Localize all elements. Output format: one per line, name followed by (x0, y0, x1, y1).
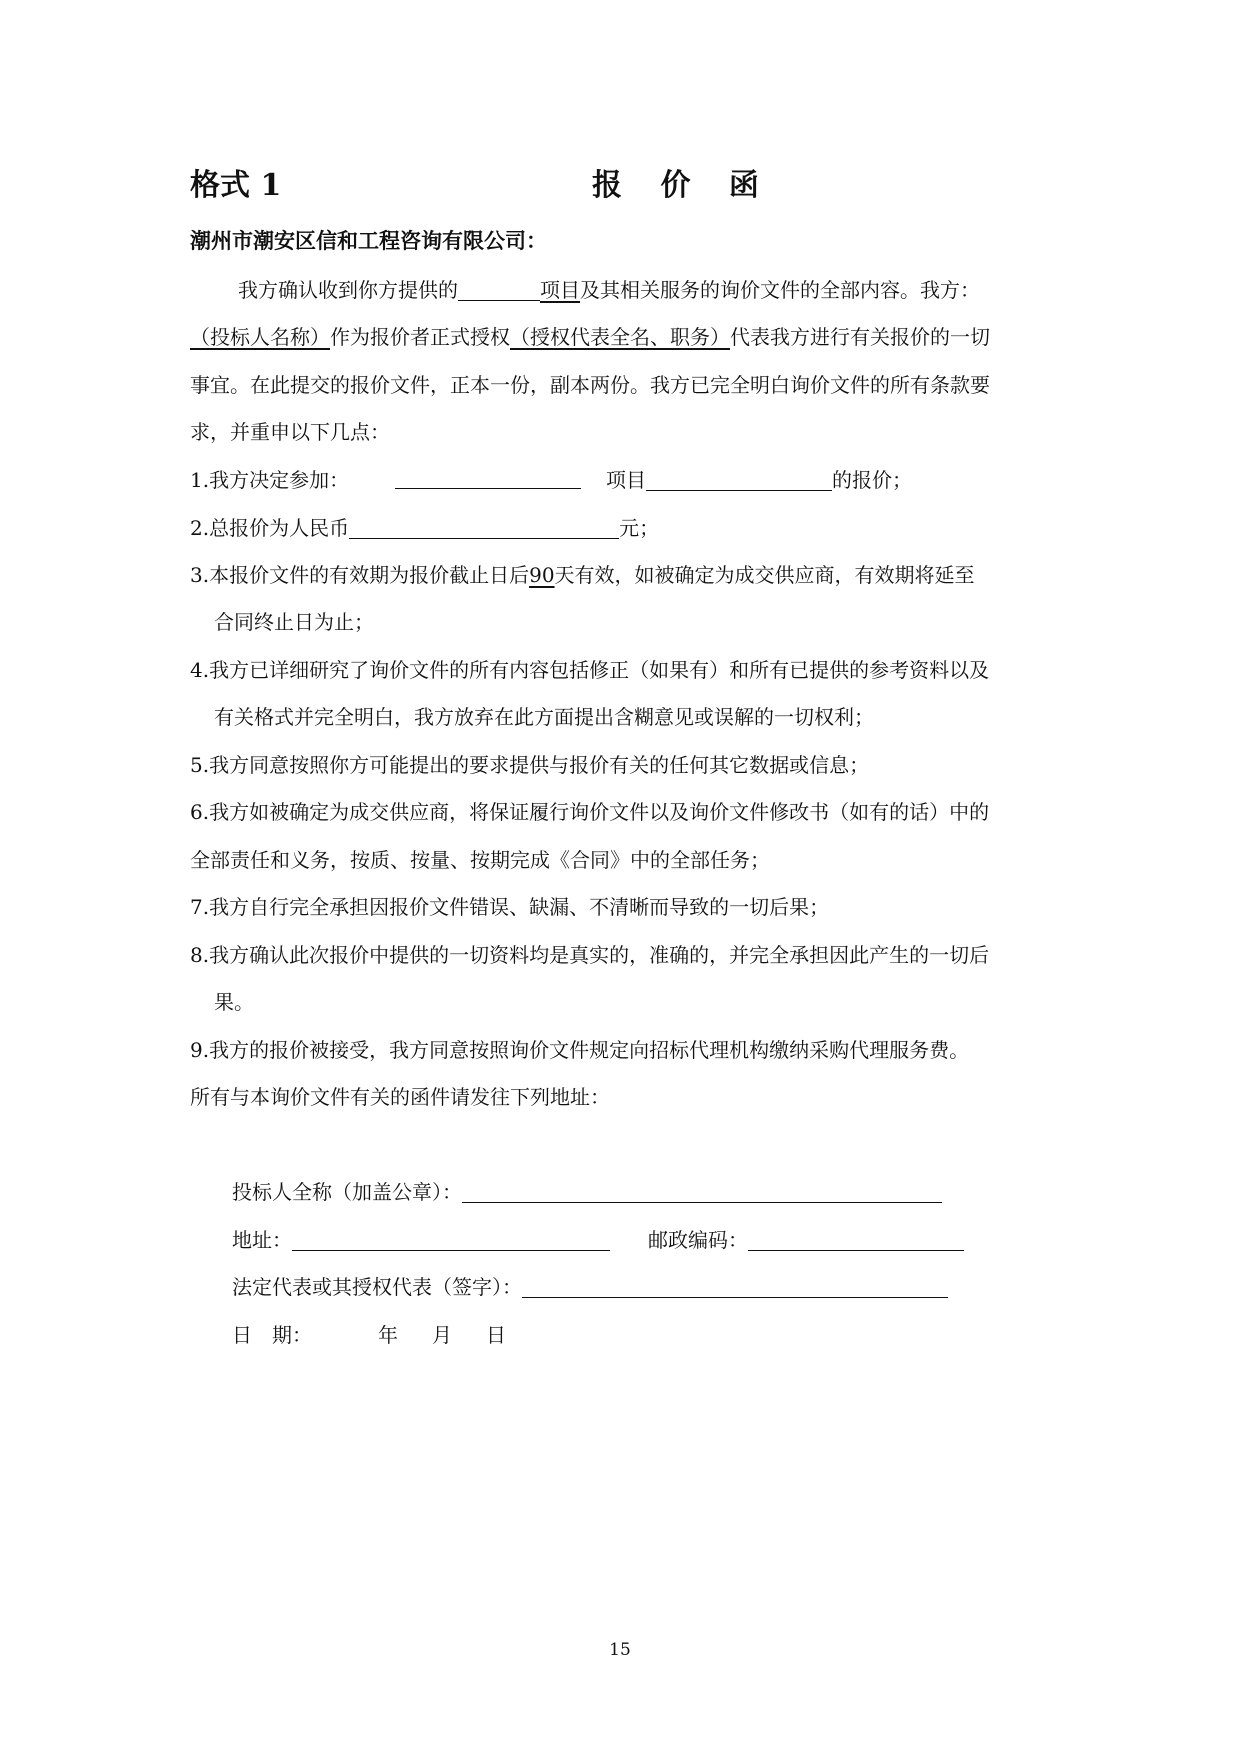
validity-days: 90 (529, 563, 555, 587)
intro-text: 作为报价者正式授权 (330, 325, 510, 349)
item-1-blank-b (646, 490, 832, 491)
representative-signature-blank (522, 1297, 948, 1298)
intro-line-3: 事宜。在此提交的报价文件，正本一份，副本两份。我方已完全明白询价文件的所有条款要 (190, 373, 990, 397)
address-blank (292, 1250, 610, 1251)
intro-line-2 (190, 322, 990, 352)
addressee: 潮州市潮安区信和工程咨询有限公司： (190, 228, 547, 253)
postal-row (648, 1225, 964, 1255)
item-8: 8.我方确认此次报价中提供的一切资料均是真实的，准确的，并完全承担因此产生的一切后 (190, 943, 990, 967)
item-8-cont: 果。 (214, 990, 254, 1014)
item-1 (190, 465, 349, 495)
item-text: 3.本报价文件的有效期为报价截止日后 (190, 563, 530, 587)
item-text: 项目 (606, 468, 646, 492)
bidder-full-name-row (232, 1177, 942, 1207)
representative-placeholder: （授权代表全名、职务） (510, 325, 730, 349)
date-year: 年 (378, 1323, 398, 1347)
item-3-cont: 合同终止日为止； (214, 610, 374, 634)
bidder-full-name-label: 投标人全称（加盖公章）： (232, 1180, 462, 1204)
representative-label: 法定代表或其授权代表（签字）： (232, 1275, 522, 1299)
address-label: 地址： (232, 1228, 292, 1252)
bidder-full-name-blank (462, 1202, 942, 1203)
item-text: 天有效，如被确定为成交供应商，有效期将延至 (554, 563, 975, 587)
total-price-blank (349, 538, 619, 539)
date-day: 日 (486, 1323, 506, 1347)
item-text: 元； (619, 516, 660, 540)
representative-row (232, 1272, 948, 1302)
item-2 (190, 513, 659, 543)
item-text: 2.总报价为人民币 (190, 516, 350, 540)
intro-text: 代表我方进行有关报价的一切 (730, 325, 990, 349)
item-1-blank-a (395, 488, 581, 489)
item-6: 6.我方如被确定为成交供应商，将保证履行询价文件以及询价文件修改书（如有的话）中的 (190, 800, 990, 824)
project-word: 项目 (540, 278, 580, 302)
document-title: 报 价 函 (592, 168, 773, 203)
item-4: 4.我方已详细研究了询价文件的所有内容包括修正（如果有）和所有已提供的参考资料以及 (190, 658, 990, 682)
postal-code-blank (748, 1250, 964, 1251)
address-row (232, 1225, 610, 1255)
date-month: 月 (432, 1323, 452, 1347)
item-6-cont: 全部责任和义务，按质、按量、按期完成《合同》中的全部任务； (190, 848, 770, 872)
page-number: 15 (609, 1640, 631, 1660)
item-1-project (606, 465, 912, 495)
intro-text: 我方确认收到你方提供的 (238, 278, 458, 302)
item-5: 5.我方同意按照你方可能提出的要求提供与报价有关的任何其它数据或信息； (190, 753, 870, 777)
item-text: 1.我方决定参加： (190, 468, 350, 492)
bidder-name-placeholder: （投标人名称） (190, 325, 330, 349)
closing-line: 所有与本询价文件有关的函件请发往下列地址： (190, 1085, 610, 1109)
format-label: 格式 1 (190, 168, 282, 203)
date-label: 日 期： (232, 1323, 312, 1347)
intro-line-4: 求，并重申以下几点： (190, 420, 390, 444)
intro-line-1 (238, 275, 980, 305)
item-4-cont: 有关格式并完全明白，我方放弃在此方面提出含糊意见或误解的一切权利； (214, 705, 874, 729)
item-text: 的报价； (832, 468, 912, 492)
item-3 (190, 560, 975, 590)
item-9: 9.我方的报价被接受，我方同意按照询价文件规定向招标代理机构缴纳采购代理服务费。 (190, 1038, 970, 1062)
intro-text: 及其相关服务的询价文件的全部内容。我方： (580, 278, 980, 302)
postal-code-label: 邮政编码： (648, 1228, 748, 1252)
project-name-blank (458, 300, 540, 301)
item-7: 7.我方自行完全承担因报价文件错误、缺漏、不清晰而导致的一切后果； (190, 895, 830, 919)
